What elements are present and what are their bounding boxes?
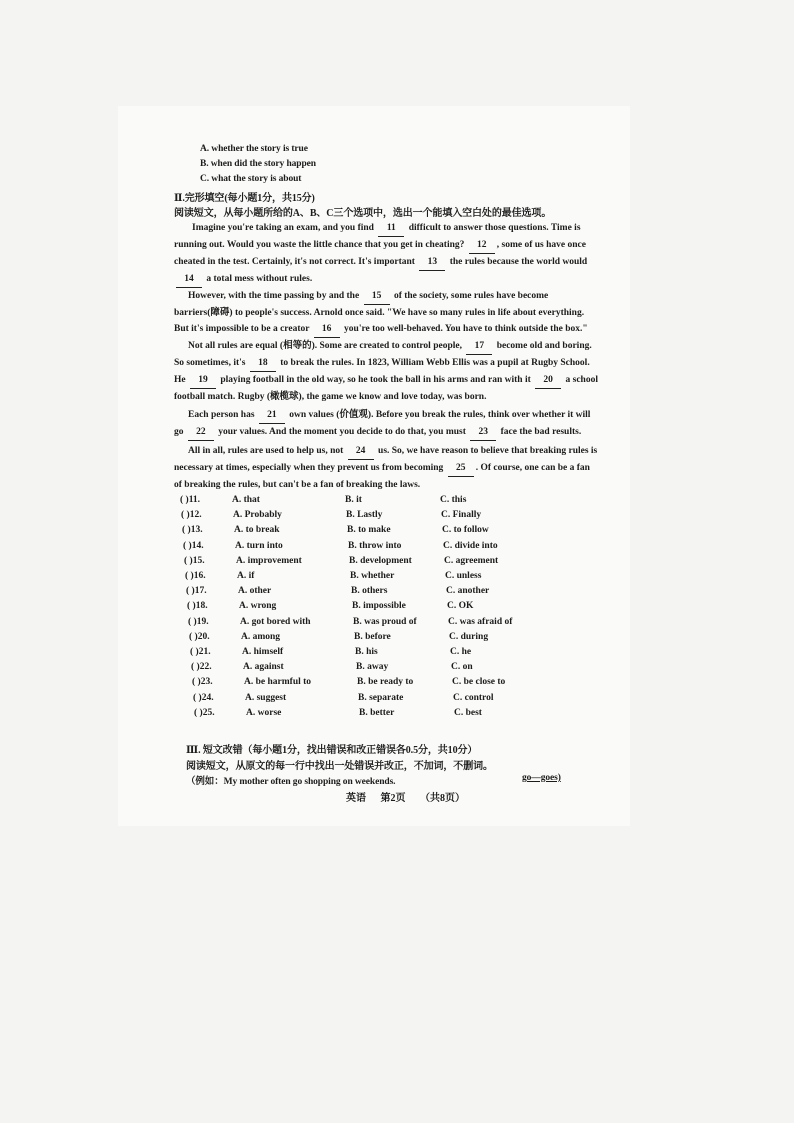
section3-example: （例如：My mother often go shopping on weekends.: [186, 777, 396, 787]
choice-option-b: B. throw into: [348, 540, 402, 551]
passage-line: [174, 389, 606, 405]
choice-option-a: A. Probably: [233, 510, 282, 521]
choice-option-a: A. be harmful to: [244, 677, 312, 688]
choice-number: ( )14.: [183, 540, 204, 551]
passage-line: [174, 288, 606, 305]
passage-text: . Of course, one can be a fan: [475, 463, 590, 473]
passage-text: us. So, we have reason to believe that breaking rules is: [375, 446, 598, 456]
passage-paragraph-p5: [174, 443, 606, 493]
choice-option-b: B. others: [351, 586, 388, 597]
passage-text: All in all, rules are used to help us, not: [188, 446, 346, 456]
passage-line: [174, 477, 606, 493]
footer-total: （共8页）: [420, 793, 465, 804]
choice-number: ( )11.: [180, 495, 201, 505]
choice-option-c: C. divide into: [443, 540, 498, 551]
choice-option-b: B. development: [349, 555, 412, 566]
passage-text: the rules because the world would: [447, 257, 588, 267]
passage-text: cheated in the test. Certainly, it's not correct. It's important: [174, 257, 418, 267]
choice-option-c: C. Finally: [441, 510, 482, 521]
choice-number: ( )22.: [191, 662, 212, 673]
passage-paragraph-p2: [174, 288, 606, 338]
choice-number: ( )25.: [194, 707, 215, 718]
choice-option-c: C. another: [446, 586, 490, 597]
blank-15: 15: [364, 288, 390, 305]
choice-option-a: A. improvement: [236, 555, 302, 566]
q10-option-c: C. what the story is about: [200, 174, 302, 184]
choice-option-b: B. his: [355, 647, 378, 657]
passage-text: a school: [563, 375, 598, 385]
blank-24: 24: [348, 443, 374, 460]
passage-line: [174, 443, 606, 460]
q10-option-b: B. when did the story happen: [200, 159, 316, 169]
footer-subject: 英语: [346, 793, 366, 804]
choice-option-c: C. to follow: [442, 525, 489, 536]
section3-example-fix: go—goes): [522, 773, 561, 783]
blank-11: 11: [378, 220, 404, 237]
choice-number: ( )16.: [185, 571, 206, 581]
passage-text: Imagine you're taking an exam, and you find: [192, 223, 377, 233]
choice-option-c: C. agreement: [444, 555, 499, 566]
passage-line: [174, 220, 606, 237]
choice-option-c: C. he: [450, 647, 472, 657]
passage-text: But it's impossible to be a creator: [174, 324, 312, 334]
blank-16: 16: [314, 321, 340, 338]
choice-number: ( )23.: [192, 677, 213, 688]
passage-line: [174, 271, 606, 288]
section3-title: Ⅲ. 短文改错（每小题1分，找出错误和改正错误各0.5分，共10分）: [186, 745, 478, 756]
passage-text: necessary at times, especially when they prevent us from becoming: [174, 463, 446, 473]
choice-option-b: B. before: [354, 631, 391, 642]
passage-text: your values. And the moment you decide to do that, you must: [215, 427, 469, 437]
choice-option-a: A. got bored with: [240, 616, 311, 627]
choice-option-a: A. wrong: [239, 601, 277, 612]
choice-number: ( )24.: [193, 692, 214, 703]
choice-number: ( )17.: [186, 586, 207, 597]
passage-text: He: [174, 375, 188, 385]
passage-paragraph-p4: [174, 407, 606, 441]
choice-option-c: C. during: [449, 631, 489, 642]
passage-text: of breaking the rules, but can't be a fan of breaking the laws.: [174, 480, 421, 490]
passage-text: difficult to answer those questions. Time is: [406, 223, 581, 233]
footer-page: 第2页: [380, 793, 406, 804]
choice-number: ( )19.: [188, 616, 209, 627]
section2-title: Ⅱ.完形填空(每小题1分，共15分): [174, 193, 315, 204]
passage-paragraph-p3: [174, 338, 606, 405]
passage-text: playing football in the old way, so he took the ball in his arms and ran with it: [217, 375, 534, 385]
choice-option-c: C. unless: [445, 571, 482, 581]
choice-number: ( )20.: [189, 631, 210, 642]
choice-number: ( )12.: [181, 510, 202, 521]
choice-option-a: A. suggest: [245, 692, 287, 703]
passage-text: own values (价值观). Before you break the rules, think over whether it will: [286, 410, 591, 420]
passage-text: Not all rules are equal (相等的). Some are created to control people,: [188, 341, 465, 351]
choice-option-c: C. this: [440, 495, 467, 505]
passage-line: [174, 321, 606, 338]
choice-option-b: B. separate: [358, 692, 404, 703]
blank-14: 14: [176, 271, 202, 288]
choice-number: ( )18.: [187, 601, 208, 612]
choice-option-a: A. if: [237, 571, 255, 581]
choice-option-a: A. worse: [246, 707, 282, 718]
blank-25: 25: [448, 460, 474, 477]
choice-option-a: A. turn into: [235, 540, 283, 551]
blank-21: 21: [259, 407, 285, 424]
passage-line: [174, 424, 606, 441]
choice-option-b: B. to make: [347, 525, 391, 536]
choice-number: ( )15.: [184, 555, 205, 566]
blank-23: 23: [470, 424, 496, 441]
passage-text: However, with the time passing by and the: [188, 291, 362, 301]
passage-line: [174, 460, 606, 477]
passage-text: barriers(障碍) to people's success. Arnold once said. "We have so many rules in life about everything.: [174, 308, 585, 318]
choice-option-b: B. Lastly: [346, 510, 383, 521]
choice-option-a: A. against: [243, 662, 284, 673]
passage-line: [174, 305, 606, 321]
choice-option-b: B. was proud of: [353, 616, 417, 627]
choice-option-a: A. himself: [242, 647, 284, 657]
choice-option-c: C. best: [454, 707, 482, 718]
choice-option-b: B. be ready to: [357, 677, 414, 688]
blank-22: 22: [188, 424, 214, 441]
choice-option-c: C. on: [451, 662, 473, 673]
choice-number: ( )21.: [190, 647, 211, 657]
passage-text: Each person has: [188, 410, 257, 420]
passage-text: go: [174, 427, 186, 437]
passage-line: [174, 237, 606, 254]
passage-line: [174, 254, 606, 271]
passage-line: [174, 372, 606, 389]
choice-option-a: A. other: [238, 586, 272, 597]
choice-option-a: A. that: [232, 495, 260, 505]
choice-option-a: A. among: [241, 631, 281, 642]
section3-instruction: 阅读短文，从原文的每一行中找出一处错误并改正，不加词，不删词。: [186, 761, 493, 772]
passage-text: to break the rules. In 1823, William Webb Ellis was a pupil at Rugby School.: [277, 358, 590, 368]
choice-number: ( )13.: [182, 525, 203, 536]
blank-20: 20: [535, 372, 561, 389]
choice-option-b: B. away: [356, 662, 389, 673]
passage-text: football match. Rugby (橄榄球), the game we know and love today, was born.: [174, 392, 487, 402]
passage-line: [174, 338, 606, 355]
passage-text: you're too well-behaved. You have to think outside the box.": [341, 324, 588, 334]
q10-option-a: A. whether the story is true: [200, 144, 308, 154]
blank-17: 17: [466, 338, 492, 355]
passage-text: So sometimes, it's: [174, 358, 248, 368]
passage-text: running out. Would you waste the little chance that you get in cheating?: [174, 240, 467, 250]
choice-option-b: B. it: [345, 495, 362, 505]
blank-13: 13: [419, 254, 445, 271]
page-footer: [346, 789, 477, 804]
blank-12: 12: [469, 237, 495, 254]
choice-option-b: B. better: [359, 707, 395, 718]
choice-option-b: B. impossible: [352, 601, 406, 612]
passage-text: of the society, some rules have become: [391, 291, 549, 301]
passage-text: , some of us have once: [496, 240, 586, 250]
passage-text: a total mess without rules.: [204, 274, 313, 284]
passage-paragraph-p1: [174, 220, 606, 288]
choice-option-c: C. be close to: [452, 677, 506, 688]
choice-option-b: B. whether: [350, 571, 395, 581]
passage-line: [174, 407, 606, 424]
section2-instruction: 阅读短文，从每小题所给的A、B、C三个选项中，选出一个能填入空白处的最佳选项。: [174, 208, 552, 219]
choice-option-c: C. OK: [447, 601, 474, 612]
passage-text: face the bad results.: [498, 427, 582, 437]
choice-option-a: A. to break: [234, 525, 280, 536]
choice-option-c: C. was afraid of: [448, 616, 513, 627]
passage-line: [174, 355, 606, 372]
passage-text: become old and boring.: [494, 341, 592, 351]
blank-19: 19: [190, 372, 216, 389]
blank-18: 18: [250, 355, 276, 372]
choice-option-c: C. control: [453, 692, 494, 703]
